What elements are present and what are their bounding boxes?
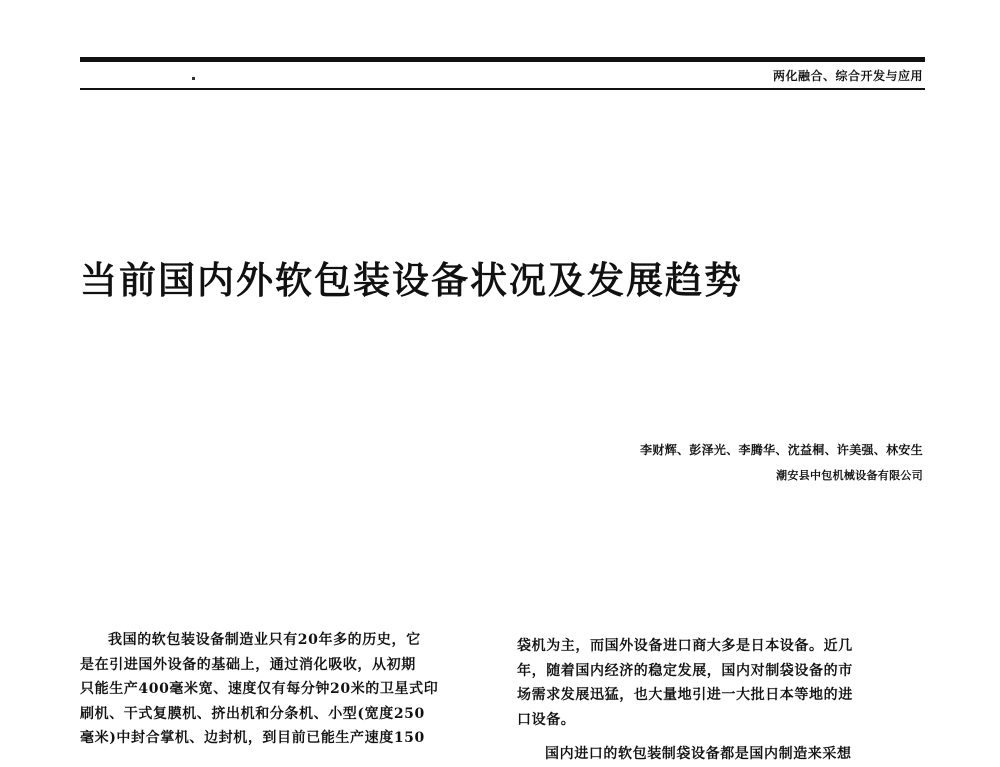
body-column-right [517,634,927,767]
body-line: 场需求发展迅猛，也大量地引进一大批日本等地的进 [517,687,853,703]
author-list: 李财辉、彭泽光、李腾华、沈益桐、许美强、林安生 [640,443,923,457]
body-line: 只能生产400毫米宽、速度仅有每分钟20米的卫星式印 [80,681,439,697]
body-column-left [80,628,480,751]
header-rule-thick [80,57,925,62]
body-line: 年，随着国内经济的稳定发展，国内对制袋设备的市 [517,662,853,679]
header-rule-thin [80,88,925,90]
body-line: 我国的软包装设备制造业只有20年多的历史，它 [108,632,421,648]
body-line: 国内进口的软包装制袋设备都是国内制造来采想 [545,746,852,762]
body-line: 毫米)中封合掌机、边封机，到目前已能生产速度150 [80,730,425,746]
body-line: 刷机、干式复膜机、挤出机和分条机、小型(宽度250 [80,705,425,722]
body-line: 是在引进国外设备的基础上，通过消化吸收，从初期 [80,656,416,673]
article-title: 当前国内外软包装设备状况及发展趋势 [80,259,743,302]
author-affiliation: 潮安县中包机械设备有限公司 [776,469,923,482]
body-line: 袋机为主，而国外设备进口商大多是日本设备。近几 [517,638,853,654]
section-label: 两化融合、综合开发与应用 [772,69,923,83]
body-line: 口设备。 [517,711,576,728]
scan-speck [192,77,195,80]
